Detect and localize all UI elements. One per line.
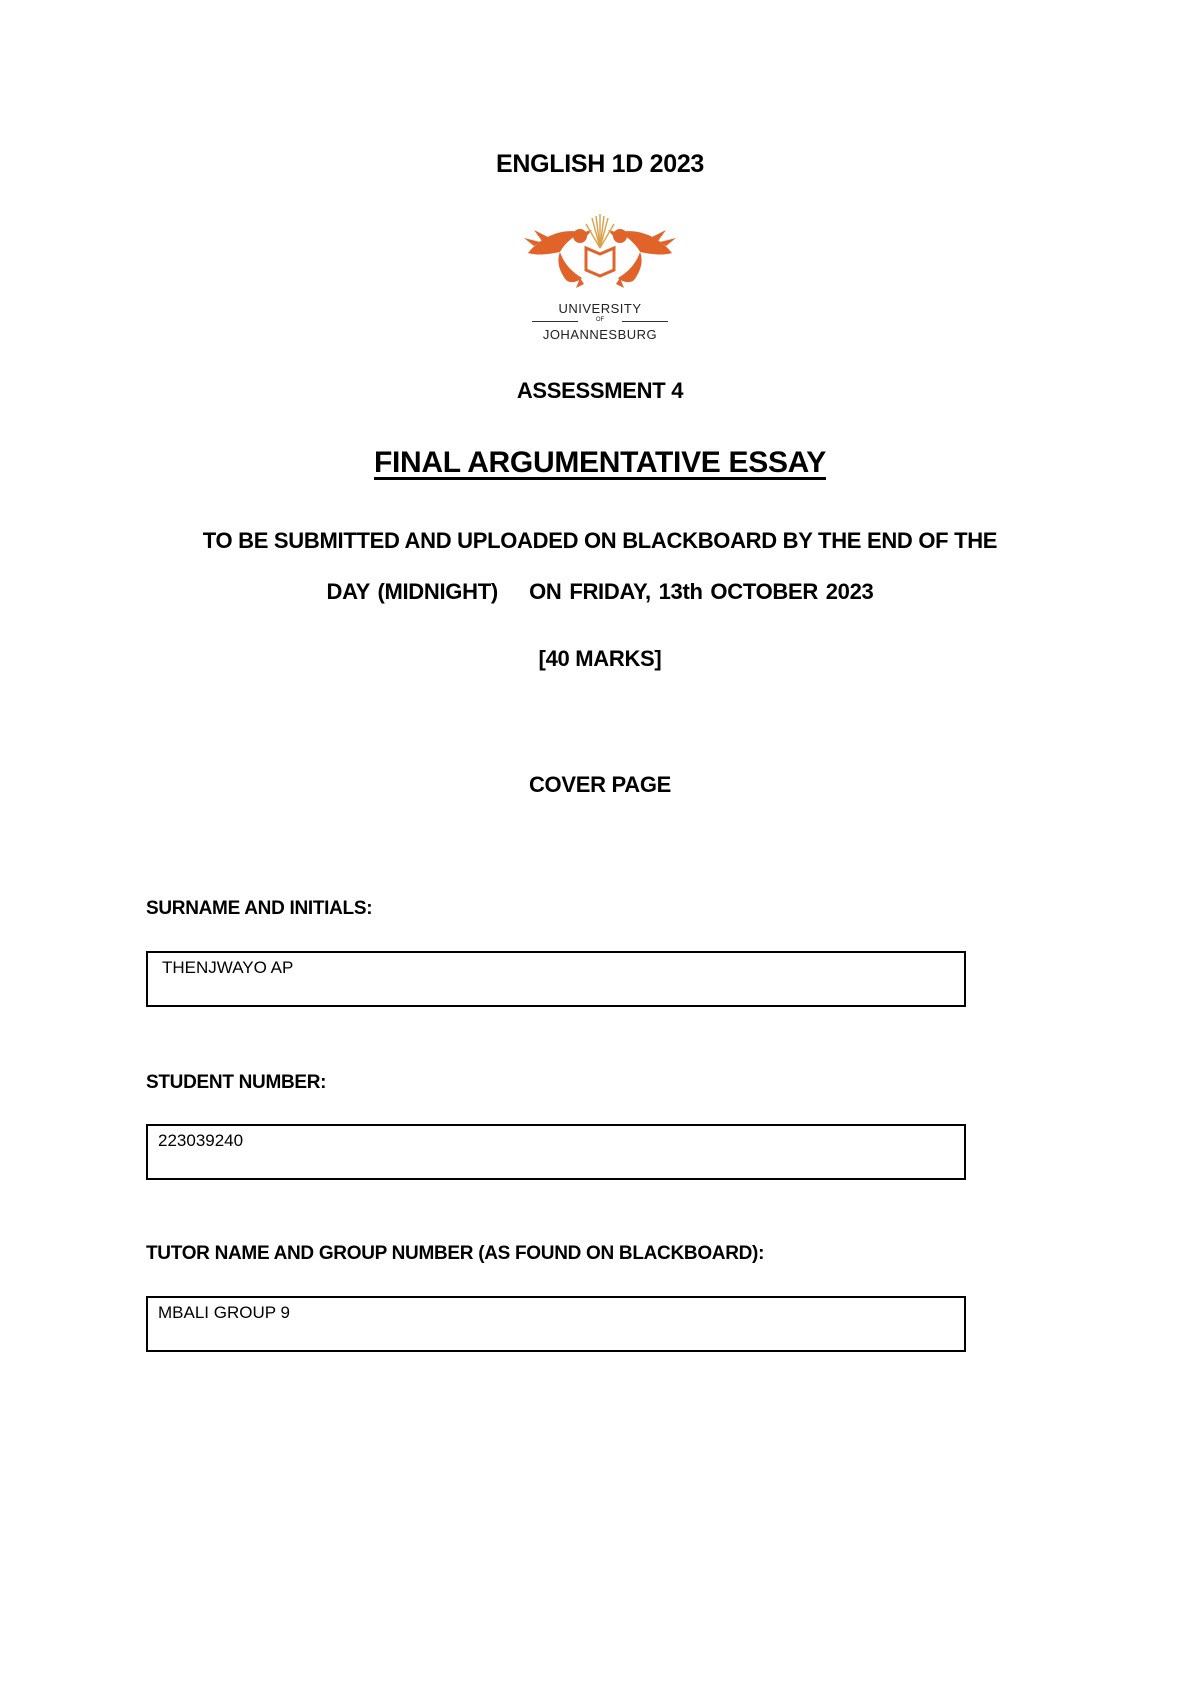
student-number-value: 223039240 [158, 1131, 244, 1150]
logo-text-johannesburg: JOHANNESBURG [542, 327, 658, 342]
deadline-text-line-1: TO BE SUBMITTED AND UPLOADED ON BLACKBOARD BY THE END OF THE [202, 528, 998, 553]
marks-label: [40 MARKS] [538, 646, 662, 671]
surname-field[interactable] [146, 951, 966, 1007]
surname-value: THENJWAYO AP [162, 958, 294, 977]
tutor-group-label: TUTOR NAME AND GROUP NUMBER (AS FOUND ON BLACKBOARD): [146, 1243, 765, 1264]
deadline-text-line-2 [0, 579, 1200, 605]
assessment-label: ASSESSMENT 4 [516, 378, 684, 403]
course-title: ENGLISH 1D 2023 [495, 150, 705, 178]
surname-label: SURNAME AND INITIALS: [146, 898, 373, 919]
uj-emblem-icon [520, 208, 680, 298]
student-number-field[interactable] [146, 1124, 966, 1180]
tutor-group-value: MBALI GROUP 9 [158, 1303, 290, 1322]
student-number-label: STUDENT NUMBER: [146, 1072, 327, 1093]
tutor-group-field[interactable] [146, 1296, 966, 1352]
deadline-text-line-2-content: DAY (MIDNIGHT) ON FRIDAY, 13th OCTOBER 2023 [326, 579, 874, 604]
logo-text-university: UNIVERSITY [558, 301, 642, 316]
logo-text-of: OF [595, 317, 605, 323]
essay-title: FINAL ARGUMENTATIVE ESSAY [374, 446, 826, 479]
university-logo [520, 208, 680, 348]
cover-page-label: COVER PAGE [528, 772, 672, 797]
logo-rule-right [622, 321, 668, 322]
